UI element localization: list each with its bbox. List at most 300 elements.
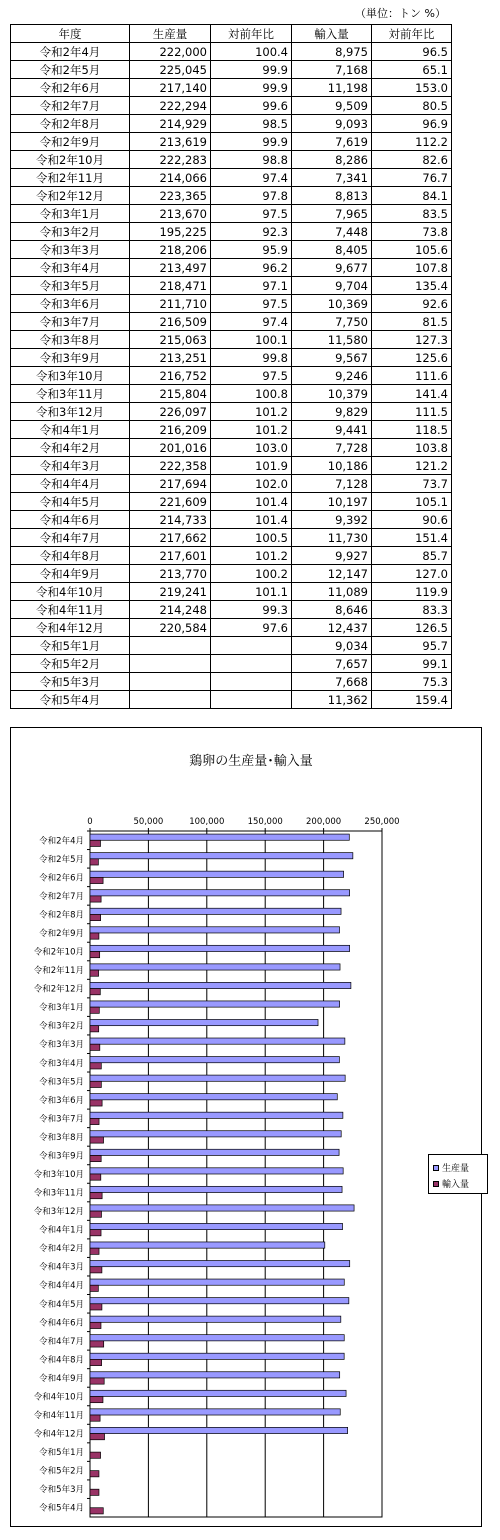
row-production-yoy: 97.1 — [211, 277, 292, 295]
row-production-yoy: 99.6 — [211, 97, 292, 115]
row-production: 215,063 — [130, 331, 211, 349]
row-production: 225,045 — [130, 61, 211, 79]
bar-production — [90, 1223, 343, 1229]
bar-imports — [90, 1248, 99, 1254]
row-imports-yoy: 127.0 — [372, 565, 452, 583]
y-category-label: 令和5年2月 — [39, 1466, 84, 1477]
y-category-label: 令和2年6月 — [39, 873, 84, 884]
row-imports-yoy: 118.5 — [372, 421, 452, 439]
table-row — [11, 43, 452, 61]
row-production — [130, 655, 211, 673]
row-production-yoy: 99.3 — [211, 601, 292, 619]
y-category-label: 令和4年10月 — [33, 1392, 84, 1403]
y-category-label: 令和2年7月 — [39, 891, 84, 902]
y-category-label: 令和3年1月 — [39, 1003, 84, 1014]
row-label: 令和2年6月 — [11, 79, 130, 97]
row-production: 216,752 — [130, 367, 211, 385]
bar-imports — [90, 1359, 102, 1365]
row-production: 220,584 — [130, 619, 211, 637]
row-imports-yoy: 105.6 — [372, 241, 452, 259]
row-label: 令和4年8月 — [11, 547, 130, 565]
row-label: 令和4年7月 — [11, 529, 130, 547]
row-imports: 9,246 — [292, 367, 372, 385]
x-tick-label: 200,000 — [306, 817, 342, 827]
bar-production — [90, 927, 340, 933]
row-imports: 11,362 — [292, 691, 372, 709]
header-imports-yoy: 対前年比 — [372, 25, 452, 43]
bar-imports — [90, 1211, 101, 1217]
table-row — [11, 529, 452, 547]
row-imports-yoy: 84.1 — [372, 187, 452, 205]
row-production-yoy: 100.8 — [211, 385, 292, 403]
row-production: 222,000 — [130, 43, 211, 61]
row-production-yoy: 101.4 — [211, 511, 292, 529]
bar-production — [90, 834, 349, 840]
row-production: 218,206 — [130, 241, 211, 259]
table-row — [11, 637, 452, 655]
row-production: 216,209 — [130, 421, 211, 439]
row-imports-yoy: 82.6 — [372, 151, 452, 169]
bar-imports — [90, 859, 98, 865]
row-label: 令和3年7月 — [11, 313, 130, 331]
unit-note: （単位：トン %） — [355, 7, 446, 20]
y-category-label: 令和3年8月 — [39, 1132, 84, 1143]
bar-production — [90, 1390, 346, 1396]
row-production-yoy: 101.1 — [211, 583, 292, 601]
table-row — [11, 457, 452, 475]
bar-production — [90, 945, 350, 951]
table-row — [11, 259, 452, 277]
bar-production — [90, 908, 341, 914]
chart-area — [10, 727, 482, 1527]
row-production-yoy: 99.8 — [211, 349, 292, 367]
bar-imports — [90, 1434, 105, 1440]
y-category-label: 令和3年10月 — [33, 1170, 84, 1180]
header-fiscal-month: 年度 — [11, 25, 130, 43]
legend-swatch-imports — [433, 1181, 439, 1187]
y-category-label: 令和3年11月 — [33, 1188, 84, 1199]
row-imports-yoy: 107.8 — [372, 259, 452, 277]
row-production-yoy — [211, 637, 292, 655]
bar-imports — [90, 1304, 102, 1310]
y-category-label: 令和4年12月 — [33, 1429, 84, 1440]
row-label: 令和4年3月 — [11, 457, 130, 475]
row-label: 令和4年4月 — [11, 475, 130, 493]
row-label: 令和2年4月 — [11, 43, 130, 61]
row-production — [130, 637, 211, 655]
chart-title: 鶏卵の生産量･輸入量 — [189, 754, 313, 769]
table-row — [11, 115, 452, 133]
table-header-row — [11, 25, 452, 43]
row-production-yoy — [211, 691, 292, 709]
table-row — [11, 97, 452, 115]
row-label: 令和2年5月 — [11, 61, 130, 79]
bar-imports — [90, 914, 101, 920]
bar-production — [90, 1168, 343, 1174]
row-production-yoy: 97.4 — [211, 169, 292, 187]
row-imports: 12,147 — [292, 565, 372, 583]
row-imports-yoy: 65.1 — [372, 61, 452, 79]
row-label: 令和3年10月 — [11, 367, 130, 385]
row-label: 令和2年12月 — [11, 187, 130, 205]
bar-imports — [90, 1471, 99, 1477]
bar-production — [90, 1075, 345, 1081]
row-production-yoy: 102.0 — [211, 475, 292, 493]
row-label: 令和3年2月 — [11, 223, 130, 241]
bar-chart — [11, 728, 481, 1526]
table-row — [11, 619, 452, 637]
row-imports: 12,437 — [292, 619, 372, 637]
row-imports: 9,704 — [292, 277, 372, 295]
table-row — [11, 583, 452, 601]
row-label: 令和4年2月 — [11, 439, 130, 457]
bar-production — [90, 1131, 341, 1137]
row-production-yoy: 97.5 — [211, 367, 292, 385]
row-imports-yoy: 76.7 — [372, 169, 452, 187]
header-production: 生産量 — [130, 25, 211, 43]
row-label: 令和3年9月 — [11, 349, 130, 367]
row-label: 令和5年4月 — [11, 691, 130, 709]
bar-imports — [90, 1452, 101, 1458]
table-row — [11, 151, 452, 169]
row-imports-yoy: 96.9 — [372, 115, 452, 133]
x-tick-label: 50,000 — [133, 817, 164, 827]
x-tick-label: 150,000 — [247, 817, 283, 827]
row-label: 令和4年1月 — [11, 421, 130, 439]
table-row — [11, 565, 452, 583]
row-production: 217,662 — [130, 529, 211, 547]
row-imports-yoy: 127.3 — [372, 331, 452, 349]
bar-imports — [90, 1026, 99, 1032]
row-production: 217,140 — [130, 79, 211, 97]
bar-imports — [90, 1007, 99, 1013]
row-production-yoy: 97.5 — [211, 205, 292, 223]
y-category-label: 令和4年8月 — [39, 1355, 84, 1366]
bar-imports — [90, 952, 100, 958]
row-imports-yoy: 126.5 — [372, 619, 452, 637]
table-row — [11, 601, 452, 619]
row-production: 219,241 — [130, 583, 211, 601]
row-label: 令和5年2月 — [11, 655, 130, 673]
x-tick-label: 250,000 — [364, 817, 400, 827]
row-production: 216,509 — [130, 313, 211, 331]
x-tick-label: 0 — [87, 817, 93, 827]
y-category-label: 令和3年3月 — [39, 1040, 84, 1051]
row-label: 令和3年6月 — [11, 295, 130, 313]
table-row — [11, 493, 452, 511]
row-imports: 10,369 — [292, 295, 372, 313]
bar-production — [90, 982, 351, 988]
row-production-yoy: 97.5 — [211, 295, 292, 313]
header-production-yoy: 対前年比 — [211, 25, 292, 43]
bar-imports — [90, 1118, 99, 1124]
table-row — [11, 367, 452, 385]
x-tick-label: 100,000 — [189, 817, 225, 827]
bar-production — [90, 1279, 344, 1285]
bar-imports — [90, 1489, 99, 1495]
row-production: 218,471 — [130, 277, 211, 295]
row-production — [130, 673, 211, 691]
bar-imports — [90, 1137, 104, 1143]
row-imports: 7,341 — [292, 169, 372, 187]
row-label: 令和2年10月 — [11, 151, 130, 169]
table-row — [11, 169, 452, 187]
bar-production — [90, 1298, 349, 1304]
y-category-label: 令和5年4月 — [39, 1503, 84, 1514]
row-imports-yoy: 119.9 — [372, 583, 452, 601]
legend-label-production: 生産量 — [442, 1164, 470, 1174]
row-production-yoy: 101.9 — [211, 457, 292, 475]
bar-production — [90, 1019, 318, 1025]
y-category-label: 令和4年2月 — [39, 1244, 84, 1255]
row-production: 217,601 — [130, 547, 211, 565]
row-imports-yoy: 141.4 — [372, 385, 452, 403]
row-label: 令和3年11月 — [11, 385, 130, 403]
bar-production — [90, 1261, 350, 1267]
bar-production — [90, 1186, 342, 1192]
row-imports-yoy: 99.1 — [372, 655, 452, 673]
legend-label-imports: 輸入量 — [442, 1180, 470, 1190]
row-production: 213,670 — [130, 205, 211, 223]
row-production-yoy — [211, 673, 292, 691]
y-category-label: 令和3年5月 — [39, 1077, 84, 1088]
row-imports-yoy: 103.8 — [372, 439, 452, 457]
y-category-label: 令和3年12月 — [33, 1207, 84, 1218]
row-production: 217,694 — [130, 475, 211, 493]
table-row — [11, 421, 452, 439]
row-imports: 8,646 — [292, 601, 372, 619]
bar-imports — [90, 1174, 101, 1180]
row-label: 令和4年9月 — [11, 565, 130, 583]
row-production: 222,294 — [130, 97, 211, 115]
row-imports-yoy: 90.6 — [372, 511, 452, 529]
bar-imports — [90, 1415, 100, 1421]
row-production-yoy: 95.9 — [211, 241, 292, 259]
row-production-yoy: 99.9 — [211, 133, 292, 151]
table-row — [11, 439, 452, 457]
y-category-label: 令和5年1月 — [39, 1448, 84, 1459]
row-label: 令和2年7月 — [11, 97, 130, 115]
row-production-yoy: 101.2 — [211, 421, 292, 439]
row-production: 214,248 — [130, 601, 211, 619]
bar-imports — [90, 1100, 102, 1106]
row-label: 令和2年9月 — [11, 133, 130, 151]
row-imports-yoy: 81.5 — [372, 313, 452, 331]
row-label: 令和3年5月 — [11, 277, 130, 295]
row-imports-yoy: 135.4 — [372, 277, 452, 295]
bar-production — [90, 853, 353, 859]
row-production-yoy: 99.9 — [211, 61, 292, 79]
row-imports-yoy: 125.6 — [372, 349, 452, 367]
row-imports-yoy: 80.5 — [372, 97, 452, 115]
bar-production — [90, 1372, 340, 1378]
bar-imports — [90, 896, 101, 902]
row-imports-yoy: 153.0 — [372, 79, 452, 97]
row-label: 令和5年1月 — [11, 637, 130, 655]
row-production: 214,929 — [130, 115, 211, 133]
row-production-yoy — [211, 655, 292, 673]
row-imports-yoy: 111.6 — [372, 367, 452, 385]
row-production-yoy: 101.2 — [211, 547, 292, 565]
table-row — [11, 385, 452, 403]
row-production: 222,283 — [130, 151, 211, 169]
table-body — [11, 43, 452, 709]
y-category-label: 令和4年6月 — [39, 1318, 84, 1329]
row-production: 226,097 — [130, 403, 211, 421]
row-production-yoy: 98.5 — [211, 115, 292, 133]
row-production-yoy: 99.9 — [211, 79, 292, 97]
row-label: 令和4年5月 — [11, 493, 130, 511]
row-production: 201,016 — [130, 439, 211, 457]
table-row — [11, 61, 452, 79]
bar-imports — [90, 1267, 102, 1273]
row-imports: 9,093 — [292, 115, 372, 133]
bar-production — [90, 1094, 337, 1100]
table-row — [11, 349, 452, 367]
row-label: 令和3年8月 — [11, 331, 130, 349]
table-row — [11, 403, 452, 421]
bar-imports — [90, 840, 100, 846]
row-imports: 9,567 — [292, 349, 372, 367]
row-production-yoy: 98.8 — [211, 151, 292, 169]
bar-production — [90, 1057, 339, 1063]
y-category-label: 令和2年8月 — [39, 910, 84, 921]
row-imports-yoy: 151.4 — [372, 529, 452, 547]
bar-production — [90, 1409, 340, 1415]
y-category-label: 令和3年6月 — [39, 1095, 84, 1106]
row-imports: 9,441 — [292, 421, 372, 439]
bar-imports — [90, 1378, 104, 1384]
row-imports-yoy: 75.3 — [372, 673, 452, 691]
y-category-label: 令和4年11月 — [33, 1411, 84, 1422]
y-category-label: 令和2年5月 — [39, 854, 84, 865]
row-imports: 11,580 — [292, 331, 372, 349]
row-imports: 11,198 — [292, 79, 372, 97]
table-row — [11, 187, 452, 205]
y-category-label: 令和2年9月 — [39, 928, 84, 939]
row-imports-yoy: 111.5 — [372, 403, 452, 421]
y-category-label: 令和3年9月 — [39, 1151, 84, 1162]
row-imports: 7,657 — [292, 655, 372, 673]
bar-imports — [90, 989, 100, 995]
data-table — [10, 24, 452, 709]
bar-production — [90, 1149, 339, 1155]
y-category-label: 令和2年4月 — [39, 836, 84, 847]
table-row — [11, 511, 452, 529]
row-production: 221,609 — [130, 493, 211, 511]
y-category-label: 令和2年10月 — [33, 947, 84, 958]
row-production-yoy: 97.8 — [211, 187, 292, 205]
row-production — [130, 691, 211, 709]
bar-production — [90, 1038, 345, 1044]
bar-imports — [90, 1193, 102, 1199]
table-row — [11, 241, 452, 259]
row-production: 222,358 — [130, 457, 211, 475]
bar-production — [90, 1112, 343, 1118]
row-label: 令和4年11月 — [11, 601, 130, 619]
row-imports: 7,965 — [292, 205, 372, 223]
table-row — [11, 655, 452, 673]
row-label: 令和3年1月 — [11, 205, 130, 223]
bar-imports — [90, 1508, 103, 1514]
table-row — [11, 691, 452, 709]
row-imports: 9,677 — [292, 259, 372, 277]
y-category-label: 令和4年9月 — [39, 1373, 84, 1384]
row-production-yoy: 101.4 — [211, 493, 292, 511]
bar-production — [90, 1205, 354, 1211]
bar-imports — [90, 1063, 101, 1069]
legend-swatch-production — [433, 1165, 439, 1171]
row-label: 令和3年3月 — [11, 241, 130, 259]
row-imports-yoy: 85.7 — [372, 547, 452, 565]
y-category-label: 令和3年7月 — [39, 1114, 84, 1125]
row-imports: 7,619 — [292, 133, 372, 151]
row-imports-yoy: 159.4 — [372, 691, 452, 709]
table-row — [11, 295, 452, 313]
row-label: 令和4年6月 — [11, 511, 130, 529]
row-imports: 9,034 — [292, 637, 372, 655]
y-category-label: 令和2年11月 — [33, 966, 84, 977]
row-imports-yoy: 105.1 — [372, 493, 452, 511]
bar-imports — [90, 877, 103, 883]
table-row — [11, 133, 452, 151]
row-imports: 11,089 — [292, 583, 372, 601]
table-row — [11, 205, 452, 223]
row-imports-yoy: 96.5 — [372, 43, 452, 61]
row-imports-yoy: 83.5 — [372, 205, 452, 223]
row-label: 令和3年4月 — [11, 259, 130, 277]
row-label: 令和4年10月 — [11, 583, 130, 601]
row-imports: 10,379 — [292, 385, 372, 403]
y-category-label: 令和5年3月 — [39, 1485, 84, 1496]
row-label: 令和4年12月 — [11, 619, 130, 637]
row-imports: 7,668 — [292, 673, 372, 691]
row-imports: 11,730 — [292, 529, 372, 547]
table-row — [11, 79, 452, 97]
y-category-label: 令和3年4月 — [39, 1058, 84, 1069]
bar-production — [90, 1316, 341, 1322]
row-production: 213,770 — [130, 565, 211, 583]
bar-imports — [90, 1341, 104, 1347]
row-imports: 9,927 — [292, 547, 372, 565]
row-production: 213,497 — [130, 259, 211, 277]
table-row — [11, 673, 452, 691]
row-production-yoy: 100.2 — [211, 565, 292, 583]
row-production-yoy: 100.4 — [211, 43, 292, 61]
bar-imports — [90, 1044, 100, 1050]
y-category-label: 令和4年3月 — [39, 1262, 84, 1273]
bar-production — [90, 890, 350, 896]
bar-imports — [90, 1230, 101, 1236]
table-row — [11, 547, 452, 565]
row-production: 195,225 — [130, 223, 211, 241]
bar-production — [90, 1242, 325, 1248]
table-row — [11, 223, 452, 241]
legend — [428, 1154, 488, 1194]
row-production: 215,804 — [130, 385, 211, 403]
table-row — [11, 277, 452, 295]
row-production: 214,066 — [130, 169, 211, 187]
row-imports: 10,197 — [292, 493, 372, 511]
row-production-yoy: 92.3 — [211, 223, 292, 241]
row-imports-yoy: 73.7 — [372, 475, 452, 493]
row-imports-yoy: 73.8 — [372, 223, 452, 241]
y-category-label: 令和4年7月 — [39, 1336, 84, 1347]
y-category-label: 令和4年5月 — [39, 1299, 84, 1310]
y-category-label: 令和4年1月 — [39, 1225, 84, 1236]
row-production-yoy: 97.6 — [211, 619, 292, 637]
row-imports: 8,975 — [292, 43, 372, 61]
